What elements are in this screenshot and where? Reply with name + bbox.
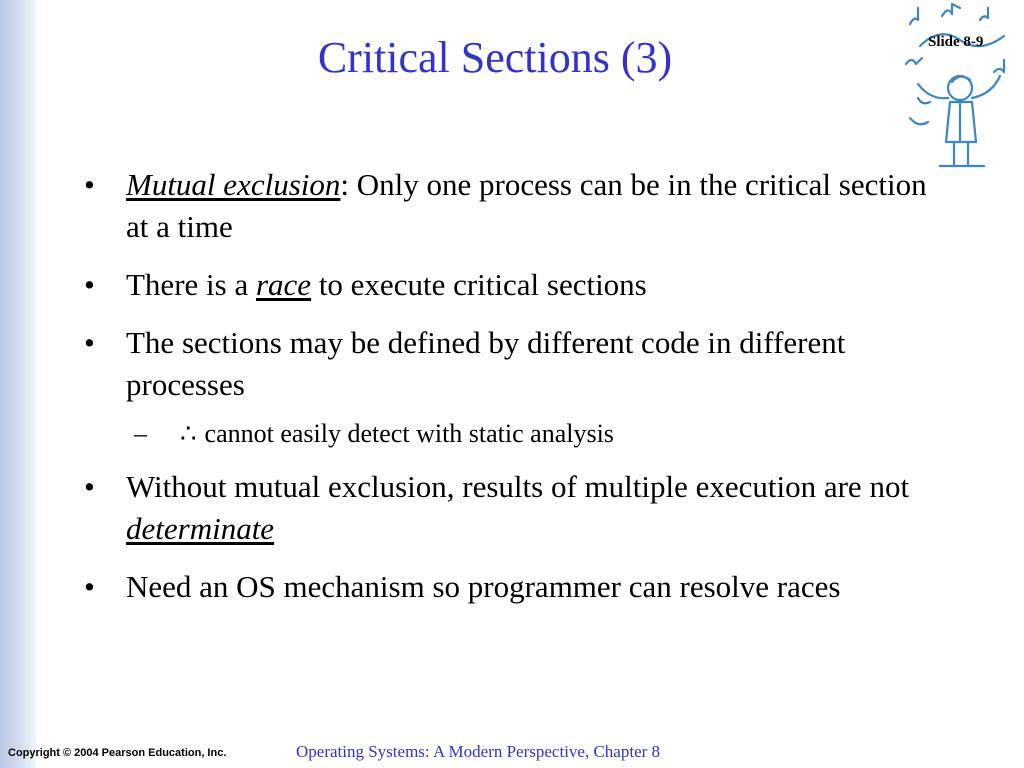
bullet-item: [84, 566, 944, 608]
book-footer: Operating Systems: A Modern Perspective, Chapter 8: [296, 742, 661, 761]
bullet-item: [84, 264, 944, 306]
emphasis-term: race: [255, 267, 312, 302]
slide-number: Slide 8-9: [928, 34, 984, 50]
therefore-symbol: ∴: [180, 419, 197, 448]
bullet-text: Need an OS mechanism so programmer can resolve races: [126, 569, 841, 604]
bullet-item: [84, 466, 944, 550]
bullet-marker: •: [84, 325, 95, 360]
sub-bullet-text: cannot easily detect with static analysis: [204, 419, 614, 448]
bullet-text: to execute critical sections: [311, 267, 647, 302]
bullet-item: [84, 164, 944, 248]
copyright-footer: Copyright © 2004 Pearson Education, Inc.: [8, 747, 227, 759]
sub-bullet-marker: –: [134, 419, 147, 448]
bullet-item: [84, 322, 944, 406]
left-gradient-band: [0, 0, 36, 768]
musician-clipart-icon: [900, 2, 1024, 172]
bullet-marker: •: [84, 267, 95, 302]
slide-title: Critical Sections (3): [317, 33, 673, 82]
bullet-text: There is a: [126, 267, 256, 302]
bullet-marker: •: [84, 167, 95, 202]
bullet-list: [84, 164, 944, 624]
bullet-text: The sections may be defined by different code in different processes: [126, 325, 846, 402]
bullet-text: : Only one process can be in the critical section at a time: [126, 167, 927, 244]
emphasis-term: Mutual exclusion: [126, 167, 341, 202]
sub-bullet-item: [84, 416, 944, 452]
bullet-marker: •: [84, 469, 95, 504]
emphasis-term: determinate: [126, 511, 275, 546]
bullet-marker: •: [84, 569, 95, 604]
bullet-text: Without mutual exclusion, results of multiple execution are not: [126, 469, 910, 504]
